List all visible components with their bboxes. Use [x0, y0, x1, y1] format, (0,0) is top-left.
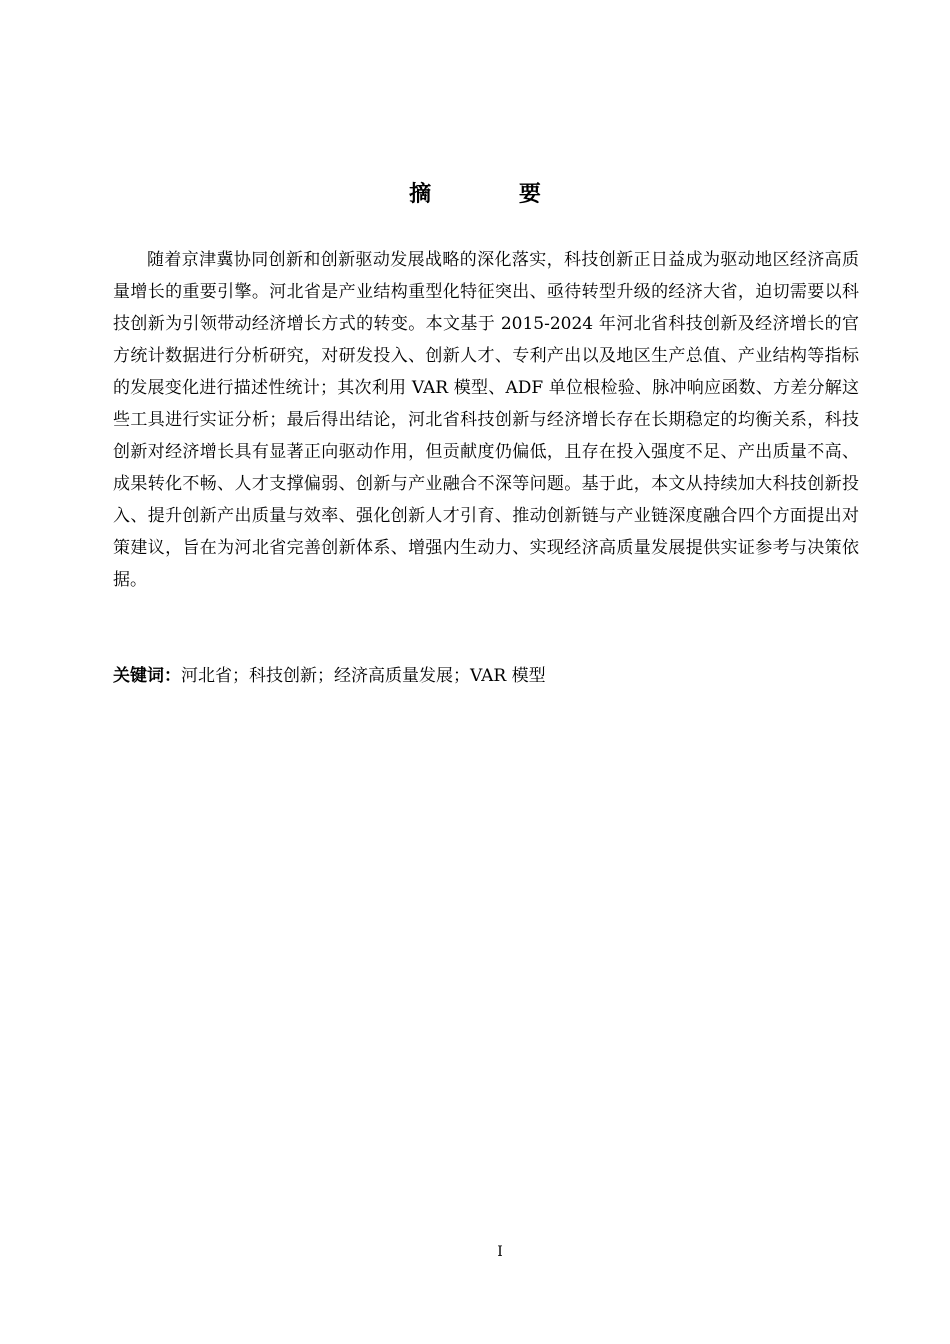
keywords-label: 关键词：: [113, 666, 181, 686]
abstract-title: 摘 要: [409, 182, 581, 207]
abstract-body: 随着京津冀协同创新和创新驱动发展战略的深化落实，科技创新正日益成为驱动地区经济高质量增长的重要引擎。河北省是产业结构重型化特征突出、亟待转型升级的经济大省，迫切需要以科技创新为引领带动经济增长方式的转变。本文基于 2015-2024 年河北省科技创新及经济增长的官方统计数据进行分析研究，对研发投入、创新人才、专利产出以及地区生产总值、产业结构等指标的发展变化进行描述性统计；其次利用 VAR 模型、ADF 单位根检验、脉冲响应函数、方差分解这些工具进行实证分析；最后得出结论，河北省科技创新与经济增长存在长期稳定的均衡关系，科技创新对经济增长具有显著正向驱动作用，但贡献度仍偏低，且存在投入强度不足、产出质量不高、成果转化不畅、人才支撑偏弱、创新与产业融合不深等问题。基于此，本文从持续加大科技创新投入、提升创新产出质量与效率、强化创新人才引育、推动创新链与产业链深度融合四个方面提出对策建议，旨在为河北省完善创新体系、增强内生动力、实现经济高质量发展提供实证参考与决策依据。: [113, 250, 859, 590]
page-number: I: [497, 1244, 503, 1260]
keywords-text: 河北省；科技创新；经济高质量发展；VAR 模型: [181, 666, 546, 686]
keywords-line: [113, 660, 859, 692]
